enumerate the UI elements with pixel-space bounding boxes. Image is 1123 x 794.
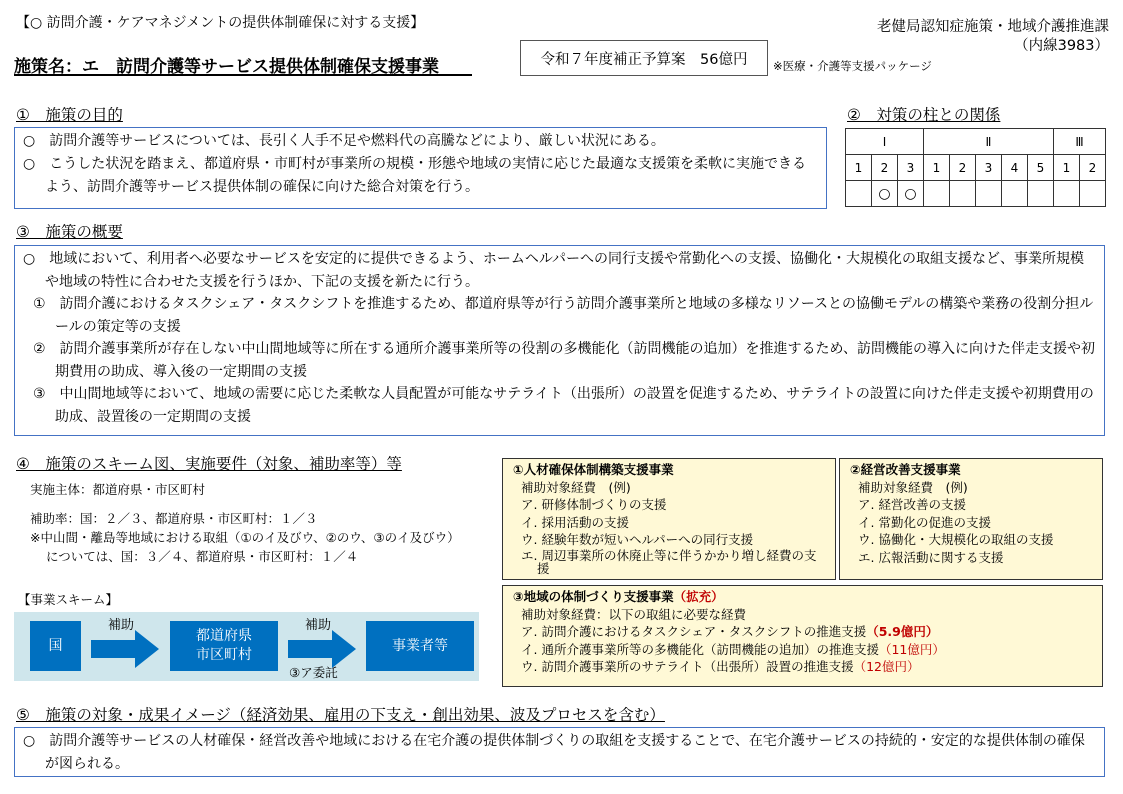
pillar-number: 4 xyxy=(1002,155,1028,181)
section1-box xyxy=(14,127,827,209)
scheme-label: 【事業スキーム】 xyxy=(18,592,119,607)
scheme-node-label: 都道府県 xyxy=(196,628,252,644)
pillar-number: 2 xyxy=(950,155,976,181)
pillar-number: 1 xyxy=(1054,155,1080,181)
pillar-number: 2 xyxy=(872,155,898,181)
support-item: ア. 研修体制づくりの支援 xyxy=(521,497,667,512)
support-item: イ. 常勤化の促進の支援 xyxy=(858,514,991,530)
scheme-node-operators xyxy=(366,621,474,671)
support-item: ウ. 訪問介護事業所のサテライト（出張所）設置の推進支援 xyxy=(521,659,854,674)
support-box-heading: ③地域の体制づくり支援事業 xyxy=(513,589,674,604)
pillar-number: 3 xyxy=(898,155,924,181)
pillar-number: 2 xyxy=(1080,155,1106,181)
section3-title: ③ 施策の概要 xyxy=(16,223,123,241)
pillar-relation-table xyxy=(845,128,1106,207)
support-box-3 xyxy=(502,585,1103,687)
pillar-number: 1 xyxy=(924,155,950,181)
support-item: ア. 訪問介護におけるタスクシェア・タスクシフトの推進支援 xyxy=(521,624,867,639)
section1-line: ○ 訪問介護等サービスについては、長引く人手不足や燃料代の高騰などにより、厳しい状況にある。 xyxy=(23,133,665,149)
section4-title: ④ 施策のスキーム図、実施要件（対象、補助率等）等 xyxy=(16,455,402,473)
section3-line: ○ 地域において、利用者へ必要なサービスを安定的に提供できるよう、ホームヘルパーへの同行支援や常勤化への支援、協働化・大規模化の取組支援など、事業所規模や地域の特性に合わせた支援を行うほか、下記の支援を新たに行う。 xyxy=(23,251,1084,290)
pillar-mark: ○ xyxy=(872,181,898,207)
section5-text: ○ 訪問介護等サービスの人材確保・経営改善や地域における在宅介護の提供体制づくりの取組を支援することで、在宅介護サービスの持続的・安定的な提供体制の確保が図られる。 xyxy=(23,733,1085,772)
pillar-group: Ⅲ xyxy=(1054,129,1106,155)
scheme-node-label: 市区町村 xyxy=(196,647,252,663)
scheme-arrow2-note: ③ア委託 xyxy=(289,665,338,680)
department-name: 老健局認知症施策・地域介護推進課 xyxy=(877,19,1109,35)
support-box-sub: 補助対象経費 (例) xyxy=(521,479,631,495)
header-category: 【○ 訪問介護・ケアマネジメントの提供体制確保に対する支援】 xyxy=(16,15,425,31)
budget-text: 令和７年度補正予算案 56億円 xyxy=(540,51,748,68)
scheme-node-label: 国 xyxy=(48,637,63,654)
pillar-mark xyxy=(950,181,976,207)
scheme-arrow1-label: 補助 xyxy=(108,618,135,633)
support-item: エ. 広報活動に関する支援 xyxy=(858,549,1004,565)
support-box-1 xyxy=(502,458,836,580)
support-item: ウ. 協働化・大規模化の取組の支援 xyxy=(858,532,1054,547)
pillar-mark xyxy=(976,181,1002,207)
budget-box xyxy=(520,40,768,76)
subsidy-rate: 補助率：国：２／３、都道府県・市区町村：１／３ xyxy=(30,511,318,526)
section5-title: ⑤ 施策の対象・成果イメージ（経済効果、雇用の下支え・創出効果、波及プロセスを含む） xyxy=(16,706,665,724)
pillar-number: 1 xyxy=(846,155,872,181)
support-item: イ. 通所介護事業所等の多機能化（訪問機能の追加）の推進支援 xyxy=(521,641,879,657)
section1-line: ○ こうした状況を踏まえ、都道府県・市町村が事業所の規模・形態や地域の実情に応じた最適な支援策を柔軟に実施できるよう、訪問介護等サービス提供体制の確保に向けた総合対策を行う。 xyxy=(23,156,807,195)
pillar-mark: ○ xyxy=(898,181,924,207)
pillar-mark xyxy=(1002,181,1028,207)
support-item: ア. 経営改善の支援 xyxy=(858,497,966,512)
support-item: エ. 周辺事業所の休廃止等に伴うかかり増し経費の支援 xyxy=(521,547,817,576)
support-box-sub: 補助対象経費：以下の取組に必要な経費 xyxy=(521,606,747,622)
support-box-heading: ①人材確保体制構築支援事業 xyxy=(513,462,674,477)
scheme-node-prefecture xyxy=(170,621,278,671)
pillar-group: Ⅱ xyxy=(924,129,1054,155)
support-box-heading: ②経営改善支援事業 xyxy=(850,462,961,477)
scheme-arrow2-label: 補助 xyxy=(305,618,332,633)
pillar-mark xyxy=(1080,181,1106,207)
pillar-mark xyxy=(846,181,872,207)
support-item: イ. 採用活動の支援 xyxy=(521,514,629,530)
support-item-amount: （11億円） xyxy=(878,641,945,657)
section2-title: ② 対策の柱との関係 xyxy=(847,106,1001,124)
support-item-amount: （5.9億円） xyxy=(866,624,939,639)
support-box-2 xyxy=(839,458,1103,580)
package-note: ※医療・介護等支援パッケージ xyxy=(773,59,932,73)
scheme-node-label: 事業者等 xyxy=(392,637,448,654)
header-department xyxy=(877,18,1109,56)
arrow-right-icon xyxy=(91,630,159,668)
subsidy-note: ※中山間・離島等地域における取組（①のイ及びウ、②のウ、③のイ及びウ） xyxy=(30,530,460,545)
support-item: ウ. 経験年数が短いヘルパーへの同行支援 xyxy=(521,532,754,547)
scheme-requirements xyxy=(30,480,460,566)
support-box-sub: 補助対象経費 (例) xyxy=(858,479,968,495)
support-item-amount: （12億円） xyxy=(853,659,920,674)
department-extension: （内線3983） xyxy=(1014,38,1109,54)
pillar-number: 3 xyxy=(976,155,1002,181)
support-box-tag: （拡充） xyxy=(673,589,724,604)
pillar-mark xyxy=(1054,181,1080,207)
pillar-number: 5 xyxy=(1028,155,1054,181)
section3-line: ③ 中山間地域等において、地域の需要に応じた柔軟な人員配置が可能なサテライト（出張所）の設置を促進するため、サテライトの設置に向けた伴走支援や初期費用の助成、設置後の一定期間の支援 xyxy=(33,386,1094,425)
section5-box xyxy=(14,727,1105,777)
section1-title: ① 施策の目的 xyxy=(16,106,123,124)
scheme-node-country xyxy=(30,621,81,671)
title-underline xyxy=(14,74,472,76)
section3-line: ① 訪問介護におけるタスクシェア・タスクシフトを推進するため、都道府県等が行う訪問介護事業所と地域の多様なリソースとの協働モデルの構築や業務の役割分担ルールの策定等の支援 xyxy=(33,296,1094,335)
section3-box xyxy=(14,245,1105,436)
pillar-mark xyxy=(1028,181,1054,207)
subsidy-note: については、国：３／４、都道府県・市区町村：１／４ xyxy=(46,549,359,564)
implementing-body: 実施主体：都道府県・市区町村 xyxy=(30,482,206,497)
page-title: 施策名：エ 訪問介護等サービス提供体制確保支援事業 xyxy=(14,57,439,77)
pillar-group: Ⅰ xyxy=(846,129,924,155)
pillar-mark xyxy=(924,181,950,207)
section3-line: ② 訪問介護事業所が存在しない中山間地域等に所在する通所介護事業所等の役割の多機能化（訪問機能の追加）を推進するため、訪問機能の導入に向けた伴走支援や初期費用の助成、導入後の一定期間の支援 xyxy=(33,341,1095,380)
